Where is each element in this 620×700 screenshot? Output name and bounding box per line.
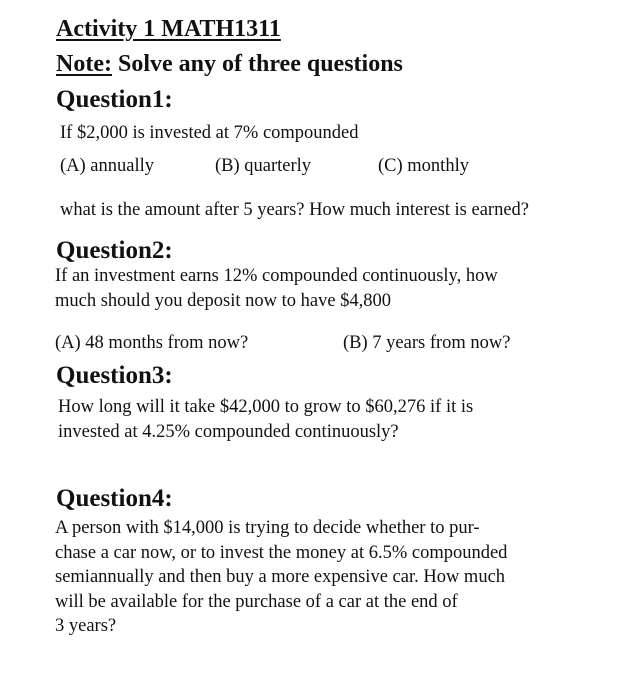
question1-option-b: (B) quarterly — [215, 156, 312, 176]
question1-heading: Question1: — [56, 86, 173, 113]
question1-option-a: (A) annually — [60, 156, 155, 176]
question4-line1: A person with $14,000 is trying to decide whether to pur- — [55, 518, 480, 538]
question2-line2: much should you deposit now to have $4,800 — [55, 291, 392, 311]
note-line — [56, 51, 403, 78]
question2-option-b: (B) 7 years from now? — [343, 333, 511, 353]
question3-heading: Question3: — [56, 362, 173, 389]
question1-option-c: (C) monthly — [378, 156, 469, 176]
note-text: Solve any of three questions — [111, 51, 403, 77]
question2-line1: If an investment earns 12% compounded continuously, how — [55, 266, 498, 286]
question1-line2: what is the amount after 5 years? How much interest is earned? — [60, 200, 530, 220]
question2-option-a: (A) 48 months from now? — [55, 333, 249, 353]
question1-line1: If $2,000 is invested at 7% compounded — [60, 123, 359, 143]
question2-options — [55, 333, 575, 357]
question1-options — [60, 156, 580, 180]
question3-line1: How long will it take $42,000 to grow to $60,276 if it is — [58, 397, 474, 417]
question3-line2: invested at 4.25% compounded continuously? — [58, 422, 399, 442]
question4-line5: 3 years? — [55, 616, 117, 636]
note-label: Note: — [56, 51, 112, 77]
page-title: Activity 1 MATH1311 — [56, 16, 281, 42]
question4-line4: will be available for the purchase of a car at the end of — [55, 592, 458, 612]
question2-heading: Question2: — [56, 237, 173, 264]
question4-heading: Question4: — [56, 485, 173, 512]
question4-line3: semiannually and then buy a more expensive car. How much — [55, 567, 506, 587]
question4-line2: chase a car now, or to invest the money at 6.5% compounded — [55, 543, 508, 563]
